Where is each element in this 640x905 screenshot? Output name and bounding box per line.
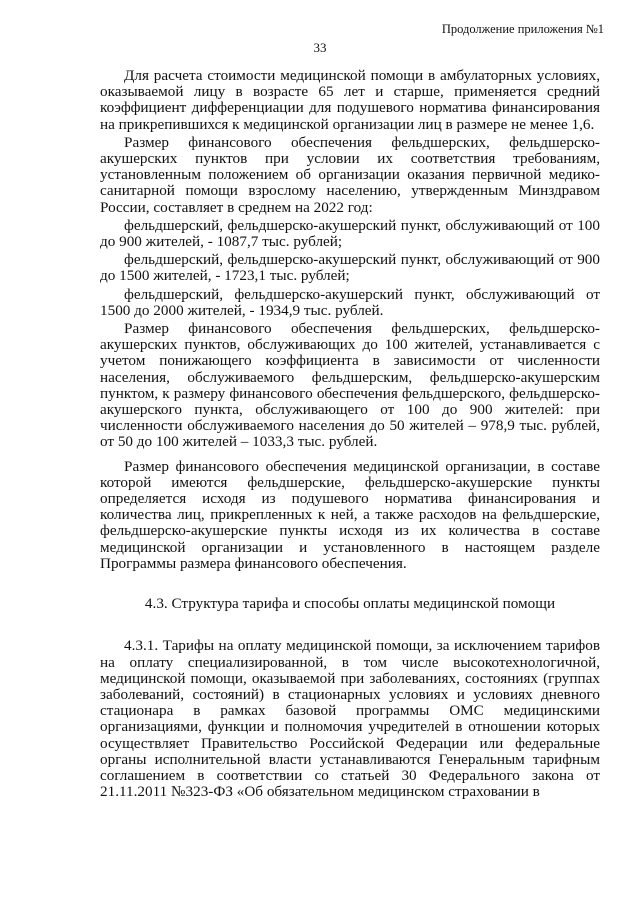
paragraph-feldsher-funding-intro: Размер финансового обеспечения фельдшерских, фельдшерско-акушерских пунктов при условии их соответствия требованиям, установленным положением об организации оказания первичной медико-санитарной помощи взрослому населению, утвержденным Минздравом России, составляет в среднем на 2022 год: bbox=[100, 133, 600, 216]
list-item-100-900: фельдшерский, фельдшерско-акушерский пункт, обслуживающий от 100 до 900 жителей, - 1087,7 тыс. рублей; bbox=[100, 216, 600, 251]
section-heading: 4.3. Структура тарифа и способы оплаты медицинской помощи bbox=[144, 595, 556, 613]
document-body bbox=[100, 68, 600, 800]
list-item-900-1500: фельдшерский, фельдшерско-акушерский пункт, обслуживающий от 900 до 1500 жителей, - 1723,1 тыс. рублей; bbox=[100, 251, 600, 285]
page-number: 33 bbox=[313, 40, 327, 55]
paragraph-tariffs: 4.3.1. Тарифы на оплату медицинской помощи, за исключением тарифов на оплату специализированной, в том числе высокотехнологичной, медицинской помощи, оказываемой при заболеваниях, состояниях (группах заболеваний, состояний) в стационарных условиях и условиях дневного стационара в рамках базовой программы ОМС медицинскими организациями, функции и полномочия учредителей в отношении которых осуществляет Правительство Российской Федерации или федеральные органы исполнительной власти устанавливаются Генеральным тарифным соглашением в соответствии со статьей 30 Федерального закона от 21.11.2011 №323-ФЗ «Об обязательном медицинском страховании в bbox=[100, 637, 600, 801]
list-item-1500-2000: фельдшерский, фельдшерско-акушерский пункт, обслуживающий от 1500 до 2000 жителей, - 1934,9 тыс. рублей. bbox=[100, 285, 600, 319]
appendix-continuation-note: Продолжение приложения №1 bbox=[441, 22, 604, 36]
paragraph-under-100-residents: Размер финансового обеспечения фельдшерских, фельдшерско-акушерских пунктов, обслуживающих до 100 жителей, устанавливается с учетом понижающего коэффициента в зависимости от численности населения, обслуживаемого фельдшерским, фельдшерско-акушерским пунктом, к размеру финансового обеспечения фельдшерского, фельдшерско-акушерского пункта, обслуживающего от 100 до 900 жителей: при численности обслуживаемого населения до 50 жителей – 978,9 тыс. рублей, от 50 до 100 жителей – 1033,3 тыс. рублей. bbox=[100, 320, 600, 451]
paragraph-elderly-coefficient: Для расчета стоимости медицинской помощи в амбулаторных условиях, оказываемой лицу в возрасте 65 лет и старше, применяется средний коэффициент дифференциации для подушевого норматива финансирования на прикрепившихся к медицинской организации лиц в размере не менее 1,6. bbox=[100, 67, 600, 133]
paragraph-organization-funding: Размер финансового обеспечения медицинской организации, в составе которой имеются фельдшерские, фельдшерско-акушерские пункты определяется исходя из подушевого норматива финансирования и количества лиц, прикрепленных к ней, а также расходов на фельдшерские, фельдшерско-акушерские пункты исходя из их количества в составе медицинской организации и установленного в настоящем разделе Программы размера финансового обеспечения. bbox=[100, 457, 600, 572]
